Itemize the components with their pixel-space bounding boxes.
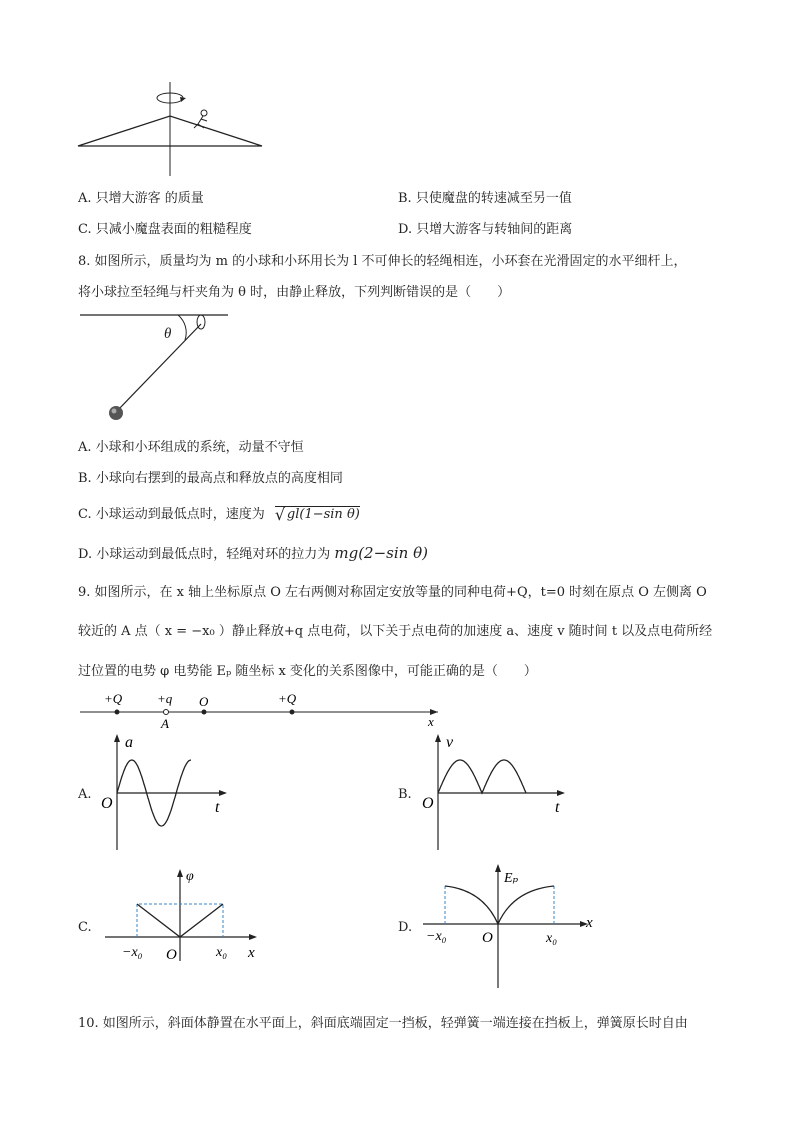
graph-b-ylabel: v — [446, 734, 454, 751]
pendulum-figure — [70, 305, 240, 425]
option-key: B. — [398, 191, 412, 206]
q9-option-a-key[interactable]: A. — [78, 787, 92, 802]
option-text: D. 小球运动到最低点时，轻绳对环的拉力为 — [78, 547, 331, 562]
graph-c-origin: O — [166, 947, 177, 963]
graph-d-xlabel: x — [586, 915, 593, 931]
q9-stem-line1: 9. 如图所示，在 x 轴上坐标原点 O 左右两侧对称固定安放等量的同种电荷+Q，t=0 时刻在原点 O 左侧离 O — [78, 585, 707, 600]
q7-option-d[interactable] — [398, 218, 572, 237]
sqrt-expr-text: gl(1−sin θ) — [286, 507, 360, 522]
graph-a[interactable] — [95, 730, 245, 855]
q8-option-d[interactable] — [78, 543, 428, 562]
graph-c-left-label: −x₀ — [122, 945, 143, 960]
option-key: A. — [78, 191, 92, 206]
q7-option-c[interactable] — [78, 218, 252, 237]
graph-a-origin: O — [101, 795, 113, 812]
graph-d-left-label: −x₀ — [426, 929, 447, 944]
graph-b-xlabel: t — [555, 799, 560, 816]
graph-b-origin: O — [422, 795, 434, 812]
option-text: C. 小球运动到最低点时，速度为 — [78, 507, 265, 522]
q7-option-a[interactable] — [78, 187, 204, 206]
q10-stem-line1: 10. 如图所示，斜面体静置在水平面上，斜面底端固定一挡板，轻弹簧一端连接在挡板上，弹簧原长时自由 — [78, 1016, 688, 1031]
charge-q1-label: +Q — [104, 691, 123, 706]
origin-label: O — [199, 694, 209, 709]
graph-c-right-label: x₀ — [216, 945, 228, 960]
option-key: D. — [398, 222, 413, 237]
point-a-label: A — [161, 716, 169, 730]
q7-option-b[interactable] — [398, 187, 572, 206]
graph-d-right-label: x₀ — [546, 931, 558, 946]
charge-axis-figure — [70, 688, 450, 730]
theta-label: θ — [164, 326, 172, 342]
graph-d-origin: O — [482, 930, 493, 946]
graph-c-xlabel: x — [248, 945, 255, 961]
graph-a-ylabel: a — [125, 734, 133, 751]
option-text: 只增大游客与转轴间的距离 — [416, 222, 573, 237]
tension-expr: mg(2−sin θ) — [334, 544, 428, 562]
charge-q2-label: +Q — [278, 691, 297, 706]
q8-stem-line1: 8. 如图所示，质量均为 m 的小球和小环用长为 l 不可伸长的轻绳相连，小环套在光滑固定的水平细杆上， — [78, 254, 687, 269]
q8-stem-line2: 将小球拉至轻绳与杆夹角为 θ 时，由静止释放，下列判断错误的是（ ） — [78, 285, 511, 300]
q9-option-d-key[interactable]: D. — [398, 920, 413, 935]
q8-option-a[interactable]: A. 小球和小环组成的系统，动量不守恒 — [78, 440, 304, 455]
q8-option-b[interactable]: B. 小球向右摆到的最高点和释放点的高度相同 — [78, 471, 343, 486]
sqrt-expression: √ gl(1−sin θ) — [274, 505, 360, 524]
graph-c[interactable] — [100, 865, 270, 965]
graph-a-xlabel: t — [215, 799, 220, 816]
option-text: 只使魔盘的转速减至另一值 — [415, 191, 572, 206]
axis-x-label: x — [428, 714, 434, 729]
graph-d-ylabel: Eₚ — [504, 871, 519, 886]
magic-disk-figure — [70, 78, 270, 178]
option-text: 只增大游客 的质量 — [95, 191, 204, 206]
graph-c-ylabel: φ — [186, 869, 194, 884]
option-text: 只减小魔盘表面的粗糙程度 — [95, 222, 252, 237]
q9-option-c-key[interactable]: C. — [78, 920, 92, 935]
q9-stem-line3: 过位置的电势 φ 电势能 Eₚ 随坐标 x 变化的关系图像中，可能正确的是（ ） — [78, 664, 537, 679]
option-key: C. — [78, 222, 92, 237]
q9-option-b-key[interactable]: B. — [398, 787, 412, 802]
q9-stem-line2: 较近的 A 点（ x = −x₀ ）静止释放+q 点电荷，以下关于点电荷的加速度 a、速度 v 随时间 t 以及点电荷所经 — [78, 624, 713, 639]
graph-b[interactable] — [418, 730, 578, 855]
q8-option-c[interactable] — [78, 503, 360, 522]
charge-q-label: +q — [157, 691, 173, 706]
graph-d[interactable] — [418, 860, 608, 990]
